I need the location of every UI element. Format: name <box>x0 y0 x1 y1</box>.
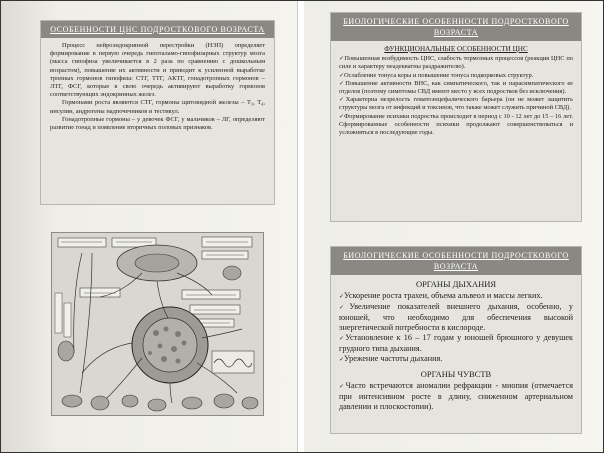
check-icon: ✓ <box>339 383 346 390</box>
list-item: ✓Ускорение роста трахеи, объема альвеол и массы легких. <box>339 291 543 300</box>
list-item: ✓Повышение активности ВНС, как симпатического, так и парасимпатического ее отделов (поэтому симптомы СВД имеют место у всех подростков без исключения). <box>339 79 573 96</box>
check-icon: ✓ <box>339 335 346 342</box>
section-title-senses: ОРГАНЫ ЧУВСТВ <box>420 369 492 379</box>
card-body <box>41 38 274 136</box>
check-icon: ✓ <box>339 79 346 87</box>
check-icon: ✓ <box>339 356 345 363</box>
list-item: ✓Урежение частоты дыхания. <box>339 354 443 363</box>
biological-organs-card <box>330 246 582 434</box>
biological-cns-card <box>330 12 582 222</box>
check-icon: ✓ <box>339 293 345 300</box>
check-icon: ✓ <box>339 96 346 104</box>
card-title: БИОЛОГИЧЕСКИЕ ОСОБЕННОСТИ ПОДРОСТКОВОГО ВОЗРАСТА <box>331 247 581 275</box>
card-body <box>331 275 581 414</box>
card-title: БИОЛОГИЧЕСКИЕ ОСОБЕННОСТИ ПОДРОСТКОВОГО ВОЗРАСТА <box>331 13 581 41</box>
check-icon: ✓ <box>339 55 345 63</box>
list-item: ✓Часто встречаются аномалии рефракции - миопия (отмечается при интенсивном росте в длину, сниженном артериальном давлении и плоскостопии). <box>339 381 573 411</box>
list-item: ✓Характерна незрелость гематоэнцефалического барьера (он не может защитить структуры мозга от инфекций и токсинов, что также может служить причиной СВД). <box>339 96 573 112</box>
section-title-respiratory: ОРГАНЫ ДЫХАНИЯ <box>415 279 497 289</box>
paragraph: Процесс нейроэндокринной перестройки (НЭП) определяет формирование в первую очередь гипоталамо-гипофизарных структур мозга (масса гипофиза увеличивается в 2 раза по сравнению с дошкольным возрастом), повышение их активности и приводит к усиленной выработке тропных гормонов гипофиза: СТГ, ТТГ, АКТГ, гонадотропных гормонов – ЛТГ, ФСГ, которые в свою очередь активируют выработку гормонов соответствующих эндокринных желез. <box>50 42 265 99</box>
check-icon: ✓ <box>339 71 345 79</box>
check-icon: ✓ <box>339 112 345 120</box>
list-item: ✓Ослабление тонуса коры и повышение тонуса подкорковых структур. <box>339 71 534 79</box>
check-icon: ✓ <box>339 304 350 311</box>
list-item: ✓Установление к 16 – 17 годам у юношей брюшного у девушек грудного типа дыхания. <box>339 333 573 353</box>
cns-features-card <box>40 20 275 205</box>
card-title: ОСОБЕННОСТИ ЦНС ПОДРОСТКОВОГО ВОЗРАСТА <box>41 21 274 38</box>
endocrine-diagram-image <box>51 232 264 416</box>
paragraph: Гонадотропные гормоны – у девочек ФСГ, у мальчиков – ЛГ, определяют развитие гонад и появление вторичных половых признаков. <box>50 115 265 132</box>
card-subtitle: ФУНКЦИОНАЛЬНЫЕ ОСОБЕННОСТИ ЦНС <box>384 45 528 53</box>
card-body <box>331 41 581 139</box>
list-item: ✓Повышенная возбудимость ЦНС, слабость тормозных процессов (реакция ЦНС по силе и характеру неадекватны раздражителю). <box>339 55 574 71</box>
paragraph: Гормонами роста являются СТГ, гормоны щитовидной железы – Т₃, Т₄, инсулин, андрогены надпочечников и тестикул. <box>50 99 265 115</box>
list-item: ✓Формирование психики подростка происходит в период с 10 - 12 лет до 15 – 16 лет. Сформированные особенности психики продолжают совершенствоваться и усложняться в последующие годы. <box>339 112 573 137</box>
left-page <box>0 0 297 453</box>
list-item: ✓Увеличение показателей внешнего дыхания, особенно, у юношей, что необходимо для обеспечения высокой энергетической потребности в кислороде. <box>339 302 574 332</box>
right-page <box>304 0 604 453</box>
